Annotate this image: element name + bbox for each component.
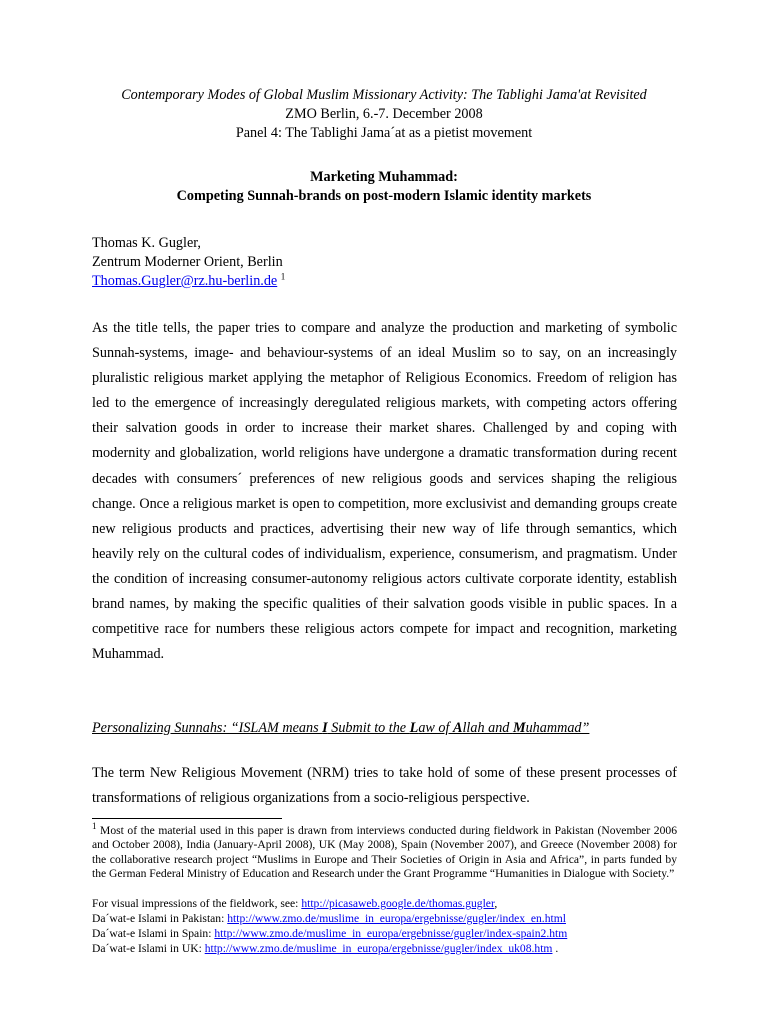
footnote-uk-line [92, 942, 558, 956]
author-email-line [92, 272, 285, 291]
section-heading-part: uhammad” [525, 720, 590, 736]
author-email-link[interactable]: Thomas.Gugler@rz.hu-berlin.de [92, 273, 278, 289]
section-heading-part: aw of [418, 720, 454, 736]
footnote-body: Most of the material used in this paper is drawn from interviews conducted during fieldwork in Pakistan (November 2006 and October 2008), India (January-April 2008), UK (May 2008), Spain (November 2007), and Greece (November 2008) for the collaborative research project “Muslims in Europe and Their Societies of Origin in Asia and Africa”, in parts funded by the German Federal Ministry of Education and Research under the Grant Programme “Humanities in Dialogue with Society.” [92, 824, 677, 881]
pakistan-link[interactable]: http://www.zmo.de/muslime_in_europa/ergebnisse/gugler/index_en.html [227, 912, 566, 925]
section-heading-part: Personalizing Sunnahs: “ISLAM means [92, 720, 323, 736]
conference-title: Contemporary Modes of Global Muslim Missionary Activity: The Tablighi Jama'at Revisited [121, 87, 647, 103]
footnote-separator [92, 818, 282, 819]
author-block [92, 234, 285, 291]
body-paragraph-1: As the title tells, the paper tries to compare and analyze the production and marketing of symbolic Sunnah-systems, image- and behaviour-systems of an ideal Muslim so to say, on an increasingly pluralistic religious market applying the metaphor of Religious Economics. Freedom of religion has led to the emergence of increasingly deregulated religious markets, with competing actors offering their salvation goods in order to increase their market shares. Challenged by and coping with modernity and globalization, world religions have undergone a dramatic transformation during recent decades with consumers´ preferences of new religious goods and services shaping the religious change. Once a religious market is open to competition, more exclusivist and demanding groups create new religious products and practices, advertising their new way of life through semantics, which heavily rely on the cultural codes of individualism, experience, consumerism, and pragmatism. Under the condition of increasing consumer-autonomy religious actors cultivate corporate identity, establish brand names, by making the specific qualities of their salvation goods visible in public spaces. In a competitive race for numbers these religious actors compete for impact and recognition, marketing Muhammad. [92, 320, 677, 663]
body-paragraph-2: The term New Religious Movement (NRM) tries to take hold of some of these present processes of transformations of religious organizations from a socio-religious perspective. [92, 765, 677, 807]
footnote-uk-label: Da´wat-e Islami in UK: [92, 942, 205, 955]
footnote-spain-label: Da´wat-e Islami in Spain: [92, 927, 215, 940]
conference-place-date: ZMO Berlin, 6.-7. December 2008 [285, 106, 483, 122]
section-heading-bold-a: A [453, 720, 463, 736]
author-name: Thomas K. Gugler, [92, 235, 201, 251]
footnote-punctuation: , [494, 897, 498, 910]
conference-header [60, 86, 708, 143]
footnote-pakistan-label: Da´wat-e Islami in Pakistan: [92, 912, 228, 925]
paper-title-line2: Competing Sunnah-brands on post-modern Islamic identity markets [176, 188, 592, 204]
paper-title-line1: Marketing Muhammad: [310, 169, 458, 185]
section-heading-bold-m: M [512, 720, 526, 736]
footnote-visual-label: For visual impressions of the fieldwork, see: [92, 897, 302, 910]
footnote-text [92, 821, 677, 882]
section-heading [92, 720, 589, 737]
footnote-number: 1 [92, 821, 97, 832]
footnote-pakistan-line [92, 912, 566, 926]
section-heading-part: llah and [462, 720, 513, 736]
footnote-visual-line [92, 897, 497, 911]
paper-title [60, 168, 708, 206]
section-heading-part: Submit to the [327, 720, 410, 736]
footnote-spain-line [92, 927, 567, 941]
author-institution: Zentrum Moderner Orient, Berlin [92, 254, 283, 270]
section-heading-bold-i: I [322, 720, 328, 736]
uk-link[interactable]: http://www.zmo.de/muslime_in_europa/ergebnisse/gugler/index_uk08.htm [204, 942, 553, 955]
picasa-link[interactable]: http://picasaweb.google.de/thomas.gugler [301, 897, 495, 910]
footnote-punctuation: . [552, 942, 559, 955]
section-heading-bold-l: L [409, 720, 419, 736]
footnote-ref: 1 [280, 271, 286, 282]
conference-panel: Panel 4: The Tablighi Jama´at as a pietist movement [235, 125, 533, 141]
spain-link[interactable]: http://www.zmo.de/muslime_in_europa/ergebnisse/gugler/index-spain2.htm [214, 927, 568, 940]
